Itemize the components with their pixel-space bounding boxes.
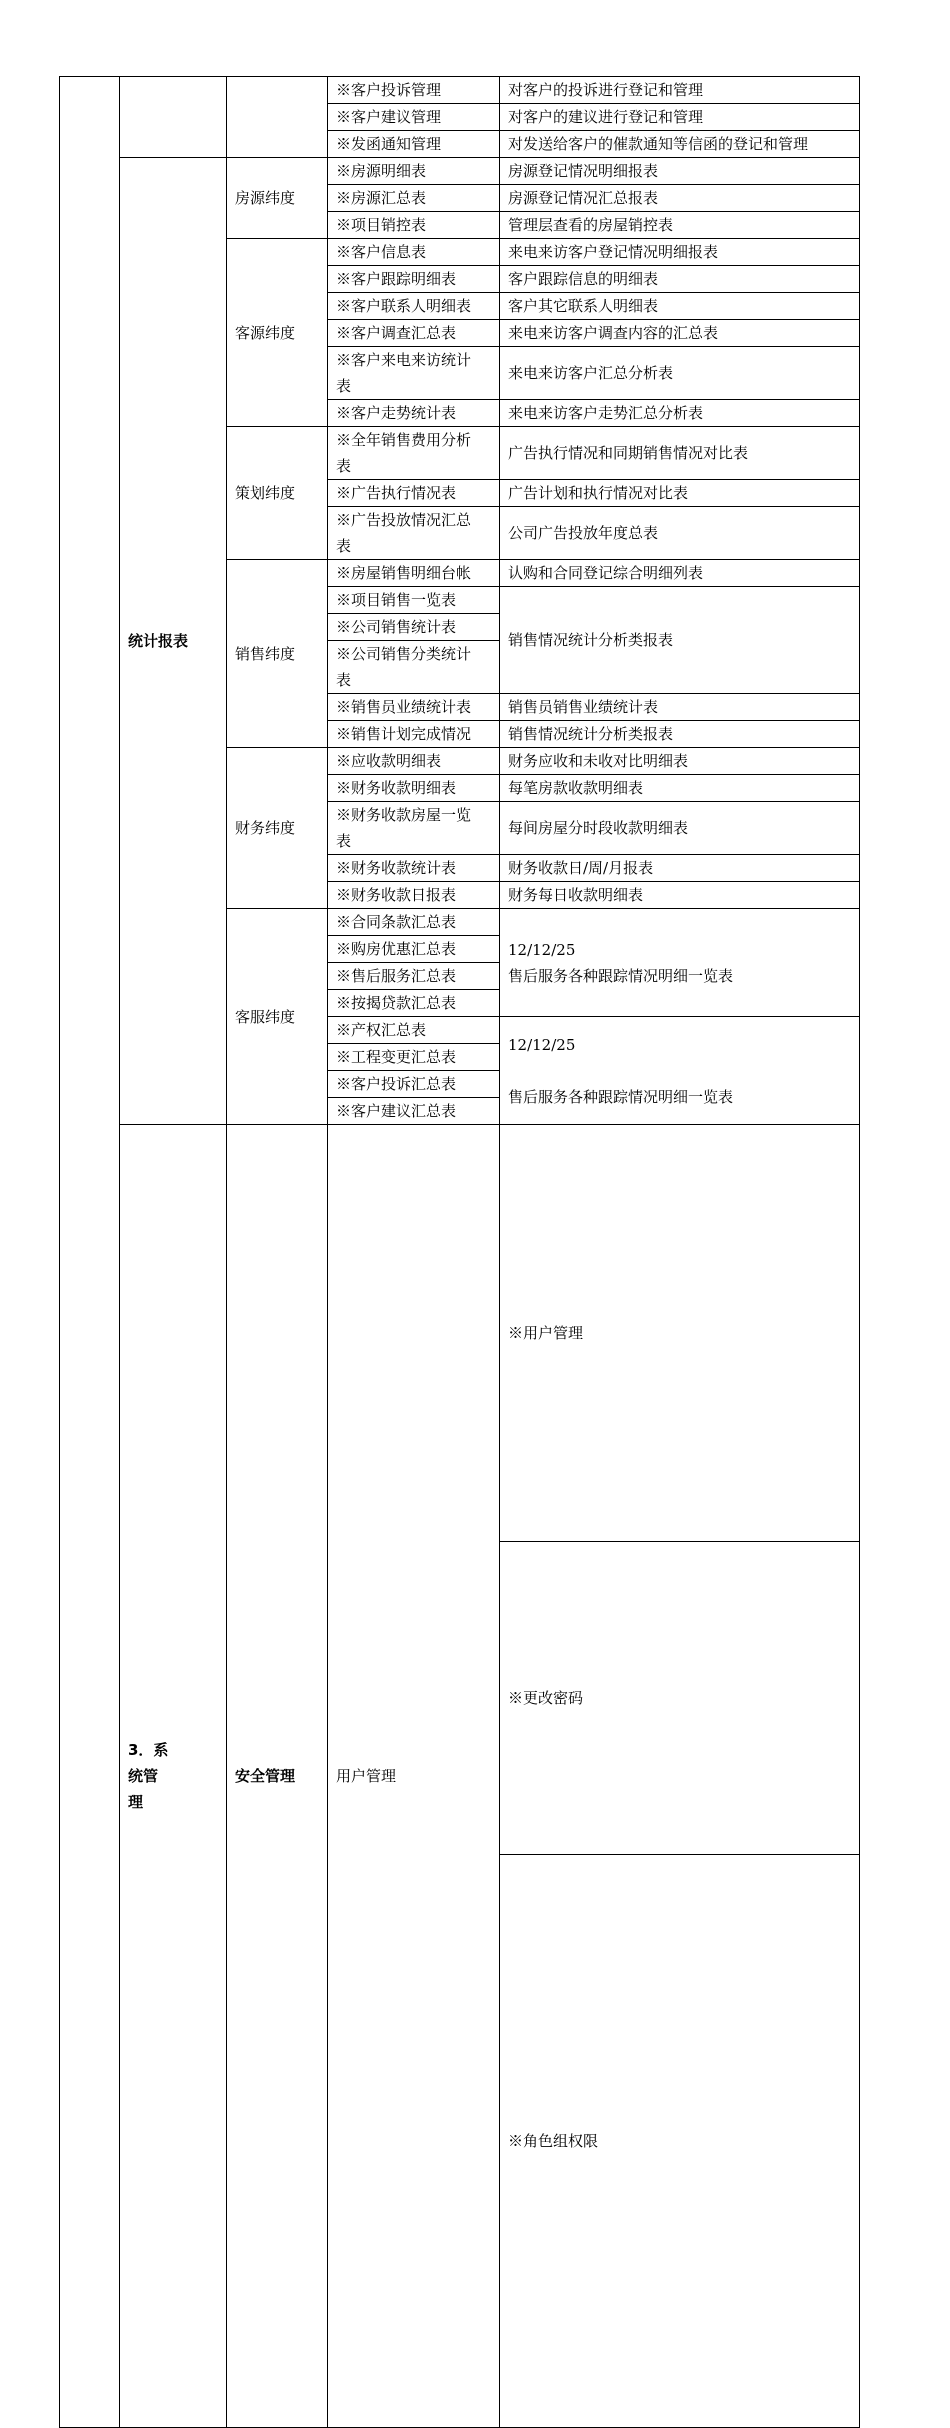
item-cell: ※销售计划完成情况: [328, 721, 500, 748]
item-cell: ※房屋销售明细台帐: [328, 560, 500, 587]
item-cell: [328, 507, 500, 560]
desc-cell: 对客户的建议进行登记和管理: [500, 104, 860, 131]
desc-cell: 来电来访客户登记情况明细报表: [500, 239, 860, 266]
item-cell: ※销售员业绩统计表: [328, 694, 500, 721]
desc-date: 12/12/25: [508, 1035, 576, 1054]
section-line-3: 理: [128, 1793, 144, 1811]
desc-cell-merged: [500, 909, 860, 1017]
desc-cell: 销售员销售业绩统计表: [500, 694, 860, 721]
section-cell-empty: [60, 77, 120, 2428]
item-cell: [328, 427, 500, 480]
item-line-1: ※财务收款房屋一览: [336, 806, 472, 824]
item-cell: ※售后服务汇总表: [328, 963, 500, 990]
item-cell: ※客户信息表: [328, 239, 500, 266]
desc-cell: 公司广告投放年度总表: [500, 507, 860, 560]
desc-cell: 房源登记情况汇总报表: [500, 185, 860, 212]
desc-cell: 客户跟踪信息的明细表: [500, 266, 860, 293]
item-cell: ※角色组权限: [500, 1855, 860, 2428]
item-line-2: 表: [336, 377, 352, 395]
item-cell: ※公司销售统计表: [328, 614, 500, 641]
table-row: [60, 158, 860, 185]
item-cell: ※客户调查汇总表: [328, 320, 500, 347]
item-cell: ※客户联系人明细表: [328, 293, 500, 320]
desc-cell: 对客户的投诉进行登记和管理: [500, 77, 860, 104]
desc-text: 售后服务各种跟踪情况明细一览表: [508, 1087, 734, 1106]
dimension-user-mgmt: 用户管理: [328, 1125, 500, 2428]
dimension-cehua: 策划纬度: [227, 427, 328, 560]
dimension-xiaoshou: 销售纬度: [227, 560, 328, 748]
desc-cell: 财务收款日/周/月报表: [500, 855, 860, 882]
item-cell: ※广告执行情况表: [328, 480, 500, 507]
item-line-1: ※广告投放情况汇总: [336, 511, 472, 529]
item-cell: [328, 802, 500, 855]
desc-spacer: [508, 1058, 851, 1084]
dimension-keyuan: 客源纬度: [227, 239, 328, 427]
dimension-fangyuan: 房源纬度: [227, 158, 328, 239]
desc-cell: 对发送给客户的催款通知等信函的登记和管理: [500, 131, 860, 158]
module-security: 安全管理: [227, 1125, 328, 2428]
item-line-1: ※客户来电来访统计: [336, 351, 472, 369]
item-cell: ※产权汇总表: [328, 1017, 500, 1044]
item-cell: ※用户管理: [500, 1125, 860, 1542]
item-cell: ※工程变更汇总表: [328, 1044, 500, 1071]
dimension-caiwu: 财务纬度: [227, 748, 328, 909]
desc-cell: 财务每日收款明细表: [500, 882, 860, 909]
table-row: [60, 1125, 860, 1542]
item-cell: ※项目销控表: [328, 212, 500, 239]
item-cell: ※财务收款日报表: [328, 882, 500, 909]
item-line-2: 表: [336, 832, 352, 850]
module-cell-empty: [120, 77, 227, 158]
item-cell: [328, 641, 500, 694]
desc-cell: 广告执行情况和同期销售情况对比表: [500, 427, 860, 480]
item-cell: ※财务收款明细表: [328, 775, 500, 802]
desc-cell: 管理层查看的房屋销控表: [500, 212, 860, 239]
desc-cell-merged: [500, 1017, 860, 1125]
item-line-1: ※全年销售费用分析: [336, 431, 472, 449]
item-cell: ※客户投诉管理: [328, 77, 500, 104]
item-cell: ※财务收款统计表: [328, 855, 500, 882]
desc-cell: 广告计划和执行情况对比表: [500, 480, 860, 507]
item-cell: ※客户建议汇总表: [328, 1098, 500, 1125]
item-cell: ※房源明细表: [328, 158, 500, 185]
item-line-1: ※公司销售分类统计: [336, 645, 472, 663]
desc-date: 12/12/25: [508, 940, 576, 959]
item-cell: ※更改密码: [500, 1542, 860, 1855]
desc-cell: 认购和合同登记综合明细列表: [500, 560, 860, 587]
item-cell: ※客户建议管理: [328, 104, 500, 131]
section-line-1: 3．系: [128, 1741, 169, 1759]
item-line-2: 表: [336, 537, 352, 555]
item-cell: ※项目销售一览表: [328, 587, 500, 614]
desc-cell: 销售情况统计分析类报表: [500, 721, 860, 748]
item-cell: ※按揭贷款汇总表: [328, 990, 500, 1017]
item-cell: ※购房优惠汇总表: [328, 936, 500, 963]
item-cell: ※客户跟踪明细表: [328, 266, 500, 293]
desc-cell: 来电来访客户汇总分析表: [500, 347, 860, 400]
function-table: [59, 76, 860, 2428]
section-line-2: 统管: [128, 1767, 159, 1785]
desc-cell: 房源登记情况明细报表: [500, 158, 860, 185]
section-system-management: [120, 1125, 227, 2428]
desc-cell: 客户其它联系人明细表: [500, 293, 860, 320]
desc-cell: 来电来访客户走势汇总分析表: [500, 400, 860, 427]
table-row: [60, 77, 860, 104]
desc-text: 售后服务各种跟踪情况明细一览表: [508, 966, 734, 985]
dimension-kefu: 客服纬度: [227, 909, 328, 1125]
module-stats-reports: 统计报表: [120, 158, 227, 1125]
desc-cell: 财务应收和未收对比明细表: [500, 748, 860, 775]
item-cell: ※发函通知管理: [328, 131, 500, 158]
item-cell: [328, 347, 500, 400]
dimension-cell-empty: [227, 77, 328, 158]
item-line-2: 表: [336, 457, 352, 475]
desc-cell: 每笔房款收款明细表: [500, 775, 860, 802]
desc-cell: 来电来访客户调查内容的汇总表: [500, 320, 860, 347]
item-cell: ※合同条款汇总表: [328, 909, 500, 936]
desc-cell: 每间房屋分时段收款明细表: [500, 802, 860, 855]
item-cell: ※客户走势统计表: [328, 400, 500, 427]
item-cell: ※客户投诉汇总表: [328, 1071, 500, 1098]
item-line-2: 表: [336, 671, 352, 689]
item-cell: ※房源汇总表: [328, 185, 500, 212]
item-cell: ※应收款明细表: [328, 748, 500, 775]
desc-cell-merged: 销售情况统计分析类报表: [500, 587, 860, 694]
